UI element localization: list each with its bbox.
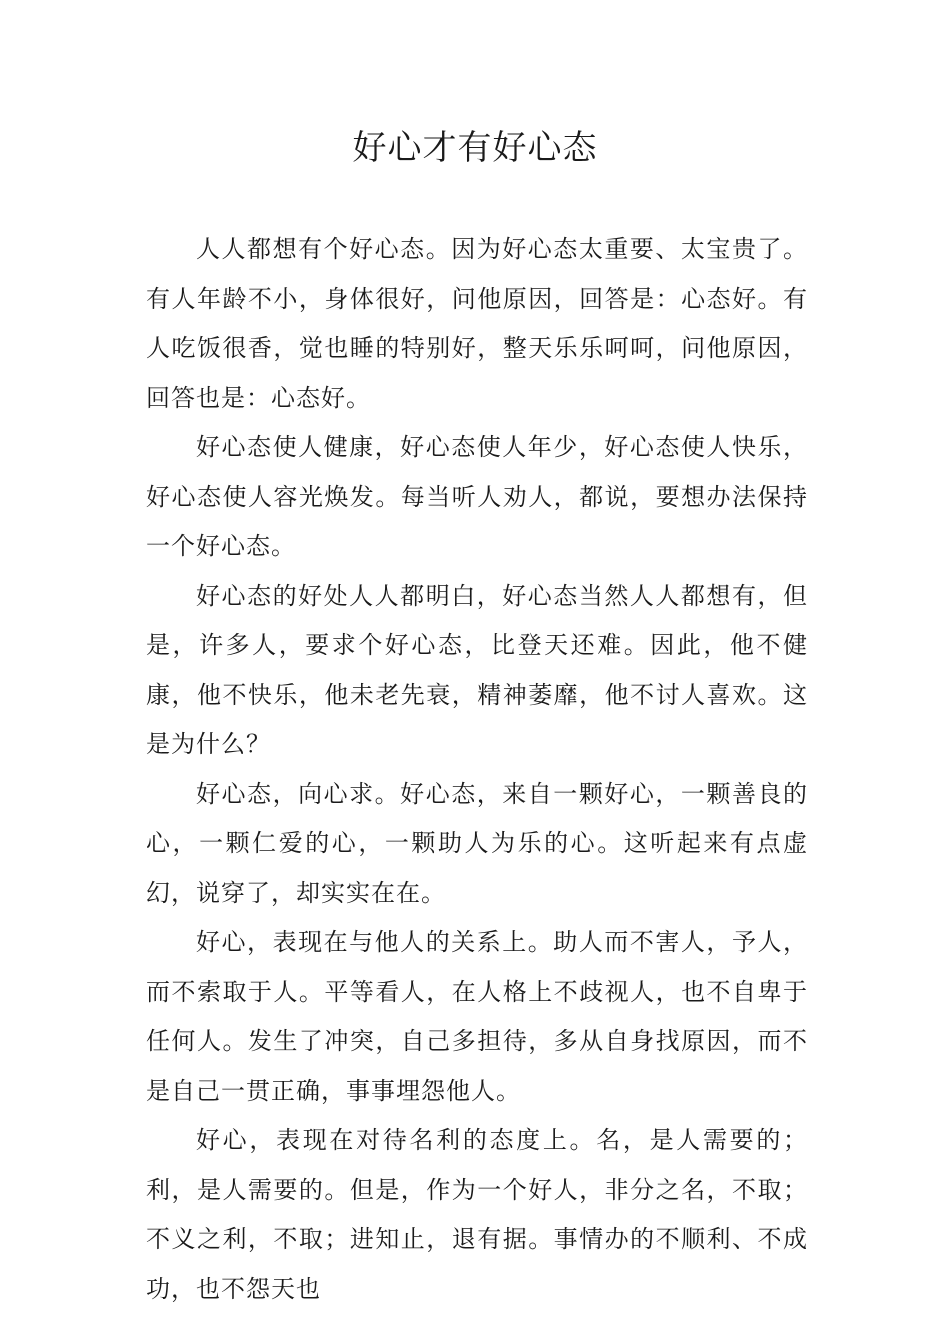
paragraph: 好心，表现在对待名利的态度上。名，是人需要的；利，是人需要的。但是，作为一个好人，非分之名，不取；不义之利，不取；进知止，退有据。事情办的不顺利、不成功，也不怨天也 (146, 1126, 808, 1303)
paragraph: 好心态使人健康，好心态使人年少，好心态使人快乐，好心态使人容光焕发。每当听人劝人，都说，要想办法保持一个好心态。 (146, 433, 808, 560)
paragraph: 人人都想有个好心态。因为好心态太重要、太宝贵了。有人年龄不小，身体很好，问他原因，回答是：心态好。有人吃饭很香，觉也睡的特别好，整天乐乐呵呵，问他原因，回答也是：心态好。 (146, 235, 808, 412)
paragraph: 好心态，向心求。好心态，来自一颗好心，一颗善良的心，一颗仁爱的心，一颗助人为乐的心。这听起来有点虚幻，说穿了，却实实在在。 (146, 779, 808, 907)
document-title: 好心才有好心态 (352, 128, 598, 168)
paragraph: 好心态的好处人人都明白，好心态当然人人都想有，但是，许多人，要求个好心态，比登天还难。因此，他不健康，他不快乐，他未老先衰，精神萎靡，他不讨人喜欢。这是为什么？ (146, 581, 808, 758)
document-body (146, 225, 808, 1314)
paragraph: 好心，表现在与他人的关系上。助人而不害人，予人，而不索取于人。平等看人，在人格上不歧视人，也不自卑于任何人。发生了冲突，自己多担待，多从自身找原因，而不是自己一贯正确，事事埋怨他人。 (146, 928, 808, 1105)
